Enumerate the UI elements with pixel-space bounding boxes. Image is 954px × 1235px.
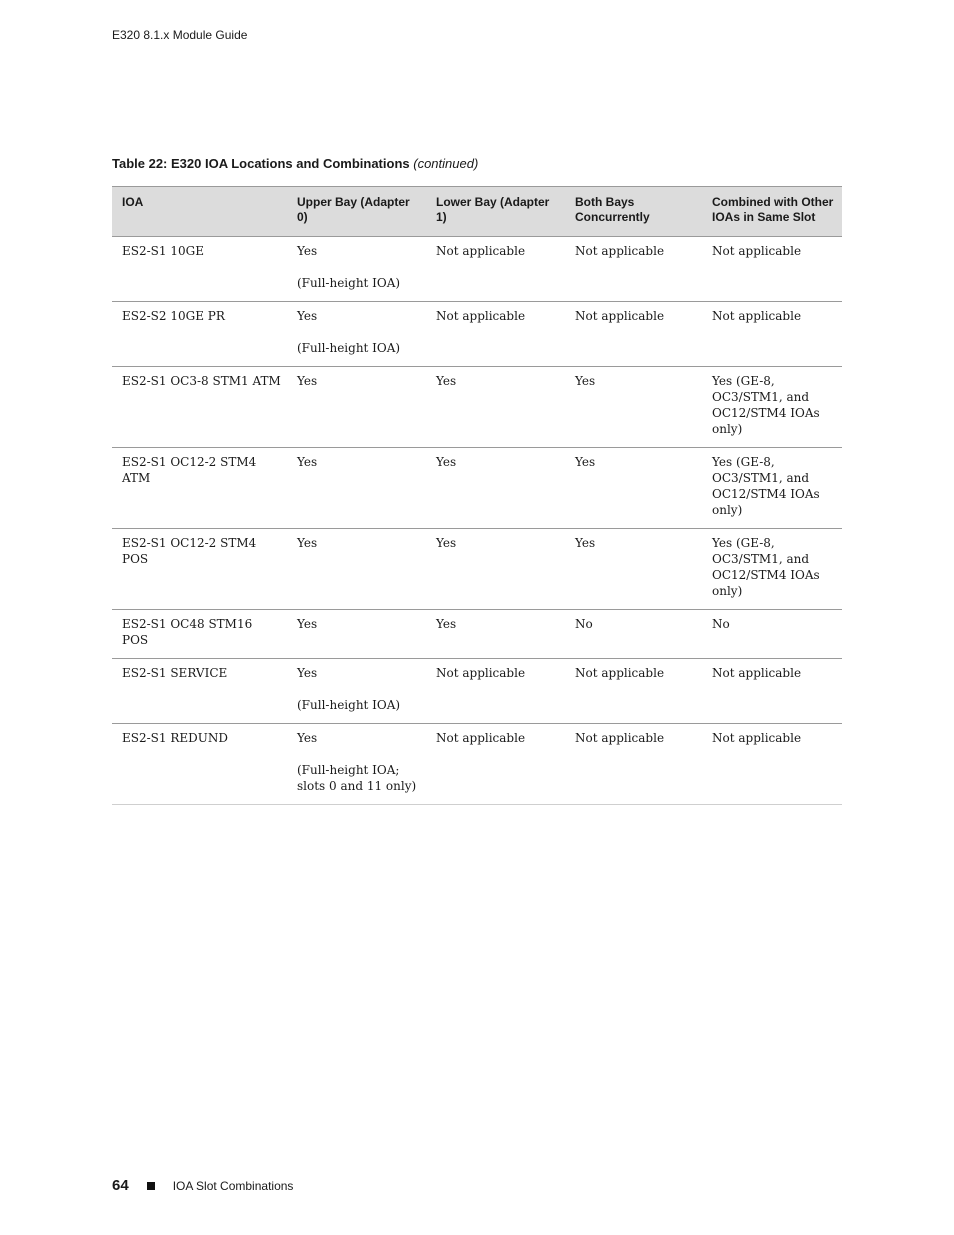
cell-upper-bay-note: (Full-height IOA) [297, 341, 401, 355]
cell-ioa: ES2-S1 OC12-2 STM4 ATM [122, 455, 257, 485]
table-row [112, 659, 842, 724]
cell-upper-bay: Yes [297, 455, 318, 469]
cell-lower-bay: Not applicable [436, 244, 526, 258]
table-header [112, 187, 842, 237]
table-caption-title: Table 22: E320 IOA Locations and Combinations [112, 156, 410, 171]
footer-section-title: IOA Slot Combinations [172, 1178, 294, 1193]
cell-upper-bay: Yes [297, 617, 318, 631]
cell-both-bays: No [575, 617, 593, 631]
cell-upper-bay-value: Yes [297, 666, 318, 680]
cell-combined: Not applicable [712, 309, 802, 323]
cell-combined: Yes (GE-8, OC3/STM1, and OC12/STM4 IOAs only) [712, 374, 820, 436]
cell-both-bays: Yes [575, 374, 596, 388]
cell-both-bays: Yes [575, 536, 596, 550]
cell-upper-bay-note: (Full-height IOA; slots 0 and 11 only) [297, 763, 417, 793]
cell-upper-bay: Yes [297, 374, 318, 388]
cell-combined: Yes (GE-8, OC3/STM1, and OC12/STM4 IOAs only) [712, 455, 820, 517]
table-row [112, 237, 842, 302]
table-row [112, 610, 842, 659]
table-row [112, 448, 842, 529]
cell-upper-bay [287, 724, 426, 805]
cell-lower-bay: Yes [436, 617, 457, 631]
cell-both-bays: Not applicable [575, 731, 665, 745]
square-bullet-icon [147, 1182, 155, 1190]
table-caption [112, 156, 478, 171]
table-caption-continued: (continued) [413, 156, 479, 171]
cell-ioa: ES2-S1 10GE [122, 244, 204, 258]
column-header-lower-bay: Lower Bay (Adapter 1) [436, 195, 550, 224]
table-body [112, 237, 842, 805]
cell-lower-bay: Yes [436, 455, 457, 469]
cell-upper-bay-value: Yes [297, 731, 318, 745]
cell-ioa: ES2-S1 OC12-2 STM4 POS [122, 536, 257, 566]
cell-upper-bay-note: (Full-height IOA) [297, 276, 401, 290]
cell-lower-bay: Not applicable [436, 666, 526, 680]
cell-ioa: ES2-S2 10GE PR [122, 309, 225, 323]
column-header-upper-bay: Upper Bay (Adapter 0) [297, 195, 410, 224]
cell-upper-bay-note: (Full-height IOA) [297, 698, 401, 712]
cell-upper-bay-value: Yes [297, 244, 318, 258]
cell-combined: Not applicable [712, 731, 802, 745]
table-row [112, 302, 842, 367]
cell-ioa: ES2-S1 SERVICE [122, 666, 228, 680]
cell-upper-bay-value: Yes [297, 309, 318, 323]
cell-both-bays: Not applicable [575, 666, 665, 680]
cell-combined: Not applicable [712, 244, 802, 258]
column-header-combined: Combined with Other IOAs in Same Slot [712, 195, 834, 224]
cell-upper-bay [287, 302, 426, 367]
column-header-both-bays: Both Bays Concurrently [575, 195, 650, 224]
page-number: 64 [112, 1177, 129, 1194]
cell-lower-bay: Not applicable [436, 309, 526, 323]
cell-upper-bay [287, 659, 426, 724]
cell-upper-bay: Yes [297, 536, 318, 550]
cell-combined: Yes (GE-8, OC3/STM1, and OC12/STM4 IOAs only) [712, 536, 820, 598]
column-header-ioa: IOA [122, 195, 144, 209]
cell-lower-bay: Not applicable [436, 731, 526, 745]
table-row [112, 529, 842, 610]
cell-ioa: ES2-S1 OC3-8 STM1 ATM [122, 374, 281, 388]
cell-both-bays: Yes [575, 455, 596, 469]
cell-both-bays: Not applicable [575, 244, 665, 258]
cell-combined: Not applicable [712, 666, 802, 680]
cell-ioa: ES2-S1 OC48 STM16 POS [122, 617, 253, 647]
table-row [112, 724, 842, 805]
cell-ioa: ES2-S1 REDUND [122, 731, 228, 745]
cell-upper-bay [287, 237, 426, 302]
table-header-row [112, 187, 842, 237]
running-header: E320 8.1.x Module Guide [112, 28, 248, 42]
ioa-locations-table [112, 186, 842, 805]
table-row [112, 367, 842, 448]
cell-lower-bay: Yes [436, 374, 457, 388]
cell-both-bays: Not applicable [575, 309, 665, 323]
cell-lower-bay: Yes [436, 536, 457, 550]
page-footer [112, 1177, 293, 1194]
cell-combined: No [712, 617, 730, 631]
